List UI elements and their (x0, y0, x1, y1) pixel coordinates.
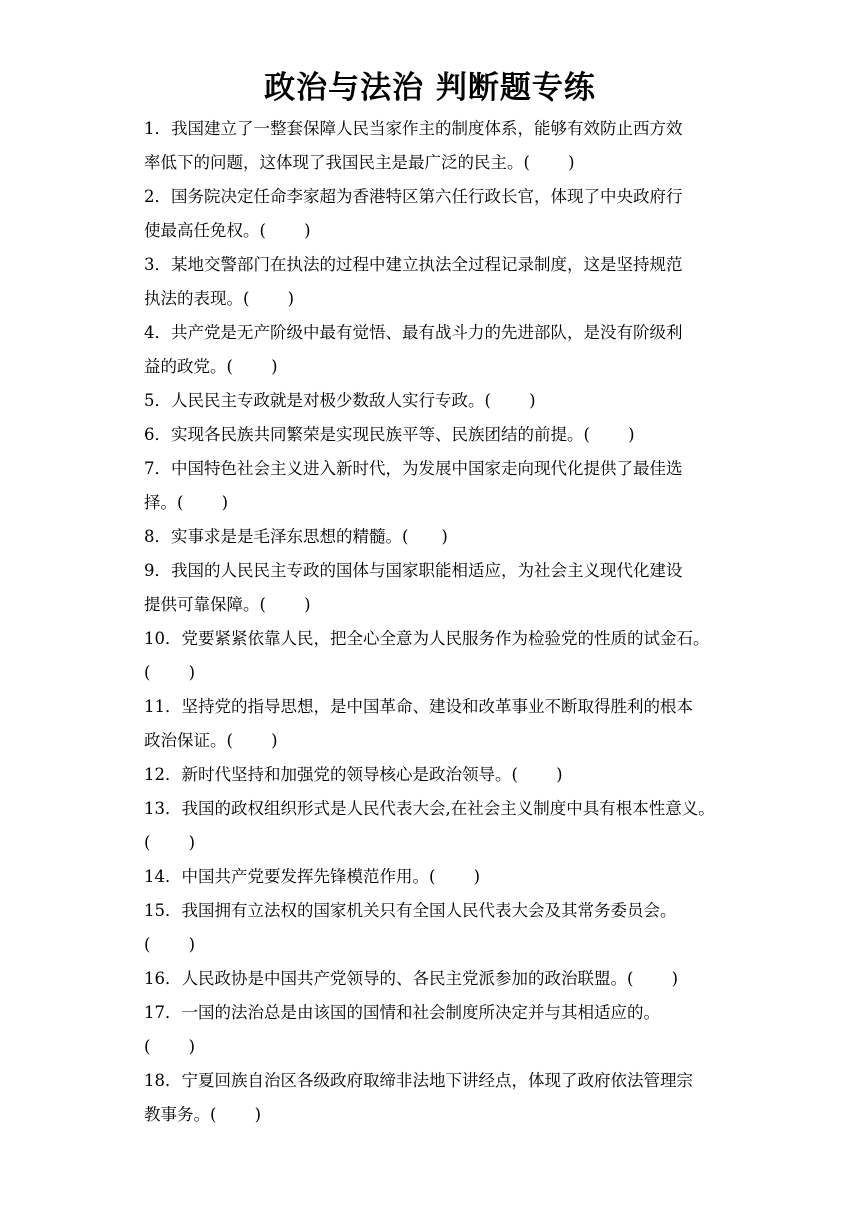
question-text-line: 6．实现各民族共同繁荣是实现民族平等、民族团结的前提。( ) (144, 425, 635, 444)
question-text-line: 10．党要紧紧依靠人民，把全心全意为人民服务作为检验党的性质的试金石。 (144, 629, 710, 648)
question-text-line: 7．中国特色社会主义进入新时代，为发展中国家走向现代化提供了最佳选 (144, 459, 683, 478)
question-text-line: ( ) (144, 663, 196, 682)
question-text-line: 政治保证。( ) (144, 731, 278, 750)
page-title: 政治与法治 判断题专练 (264, 70, 596, 106)
question-text-line: 8．实事求是是毛泽东思想的精髓。( ) (144, 527, 448, 546)
question-item (144, 996, 734, 1064)
question-text-line: 1．我国建立了一整套保障人民当家作主的制度体系，能够有效防止西方效 (144, 119, 683, 138)
question-item (144, 792, 734, 860)
question-item (144, 758, 734, 792)
question-text-line: 2．国务院决定任命李家超为香港特区第六任行政长官，体现了中央政府行 (144, 187, 683, 206)
question-item (144, 860, 734, 894)
question-item (144, 180, 734, 248)
question-item (144, 248, 734, 316)
question-item (144, 554, 734, 622)
question-item (144, 962, 734, 996)
question-text-line: 择。( ) (144, 493, 229, 512)
question-item (144, 418, 734, 452)
question-text-line: ( ) (144, 935, 196, 954)
question-item (144, 690, 734, 758)
question-item (144, 520, 734, 554)
question-text-line: 3．某地交警部门在执法的过程中建立执法全过程记录制度，这是坚持规范 (144, 255, 683, 274)
question-text-line: 17．一国的法治总是由该国的国情和社会制度所决定并与其相适应的。 (144, 1003, 660, 1022)
question-item (144, 452, 734, 520)
question-text-line: 13．我国的政权组织形式是人民代表大会,在社会主义制度中具有根本性意义。 (144, 799, 715, 818)
question-text-line: 14．中国共产党要发挥先锋模范作用。( ) (144, 867, 481, 886)
question-text-line: 执法的表现。( ) (144, 289, 295, 308)
question-text-line: 益的政党。( ) (144, 357, 278, 376)
question-item (144, 1064, 734, 1132)
question-item (144, 316, 734, 384)
question-text-line: 提供可靠保障。( ) (144, 595, 311, 614)
question-text-line: 9．我国的人民民主专政的国体与国家职能相适应，为社会主义现代化建设 (144, 561, 683, 580)
question-text-line: 15．我国拥有立法权的国家机关只有全国人民代表大会及其常务委员会。 (144, 901, 677, 920)
question-text-line: 5．人民民主专政就是对极少数敌人实行专政。( ) (144, 391, 536, 410)
question-text-line: 4．共产党是无产阶级中最有觉悟、最有战斗力的先进部队，是没有阶级利 (144, 323, 683, 342)
question-text-line: ( ) (144, 1037, 196, 1056)
question-text-line: 18．宁夏回族自治区各级政府取缔非法地下讲经点，体现了政府依法管理宗 (144, 1071, 693, 1090)
question-text-line: 教事务。( ) (144, 1105, 262, 1124)
question-list (144, 112, 734, 1132)
question-text-line: 12．新时代坚持和加强党的领导核心是政治领导。( ) (144, 765, 563, 784)
question-text-line: 率低下的问题，这体现了我国民主是最广泛的民主。( ) (144, 153, 575, 172)
question-item (144, 622, 734, 690)
question-text-line: 使最高任免权。( ) (144, 221, 311, 240)
question-item (144, 384, 734, 418)
question-text-line: 11．坚持党的指导思想，是中国革命、建设和改革事业不断取得胜利的根本 (144, 697, 693, 716)
question-item (144, 112, 734, 180)
question-text-line: 16．人民政协是中国共产党领导的、各民主党派参加的政治联盟。( ) (144, 969, 679, 988)
question-item (144, 894, 734, 962)
question-text-line: ( ) (144, 833, 196, 852)
